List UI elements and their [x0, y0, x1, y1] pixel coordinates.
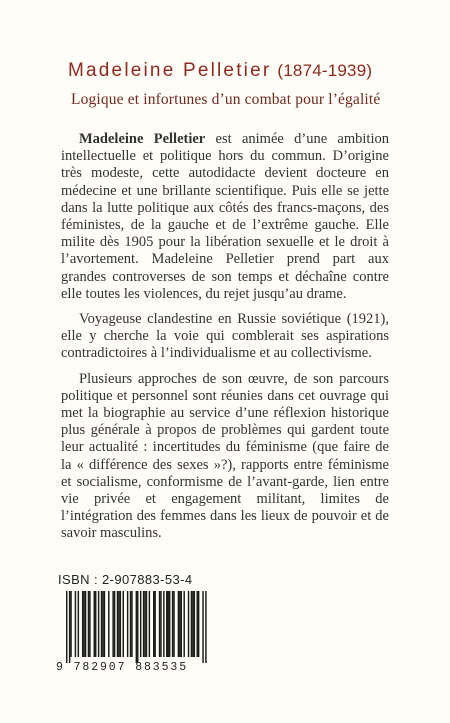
paragraph-1-text: est animée d’une ambition intellectuelle et politique hors du commun. D’origine très modeste, cette autodidacte devient docteure en médecine et une brillante scientifique. Puis elle se jette dans la lutte politique aux côtés des francs-maçons, des féministes, de la gauche et de l’extrême gauche. Elle milite dès 1905 pour la libération sexuelle et le droit à l’avortement. Madeleine Pelletier prend part aux grandes controverses de son temps et déchaîne contre elle toutes les violences, du rejet jusqu’au drame.: [61, 131, 389, 302]
back-cover-text: [61, 131, 389, 551]
author-name: Madeleine Pelletier: [68, 60, 272, 81]
barcode-icon: [56, 589, 218, 663]
paragraph-1: [61, 131, 389, 303]
paragraph-2: Voyageuse clandestine en Russie soviétique (1921), elle y cherche la voie qui comblerait ses aspirations contradictoires à l’individualisme et au collectivisme.: [61, 311, 389, 362]
paragraph-3: Plusieurs approches de son œuvre, de son parcours politique et personnel sont réunies dans cet ouvrage qui met la biographie au service d’une réflexion historique plus générale à propos de problèmes qui gardent toute leur actualité : incertitudes du féminisme (que faire de la « différence des sexes »?), rapports entre féminisme et socialisme, conformisme de l’avant-garde, lien entre vie privée et engagement militant, limites de l’intégration des femmes dans les lieux de pouvoir et de savoir masculins.: [61, 370, 389, 542]
author-dates: (1874-1939): [277, 61, 373, 80]
isbn-label: ISBN : 2-907883-53-4: [58, 572, 193, 587]
book-title: [68, 60, 372, 82]
barcode-digits: 9 782907 883535: [56, 661, 189, 674]
book-subtitle: Logique et infortunes d’un combat pour l’égalité: [71, 91, 381, 108]
paragraph-1-lead: Madeleine Pelletier: [79, 131, 206, 147]
